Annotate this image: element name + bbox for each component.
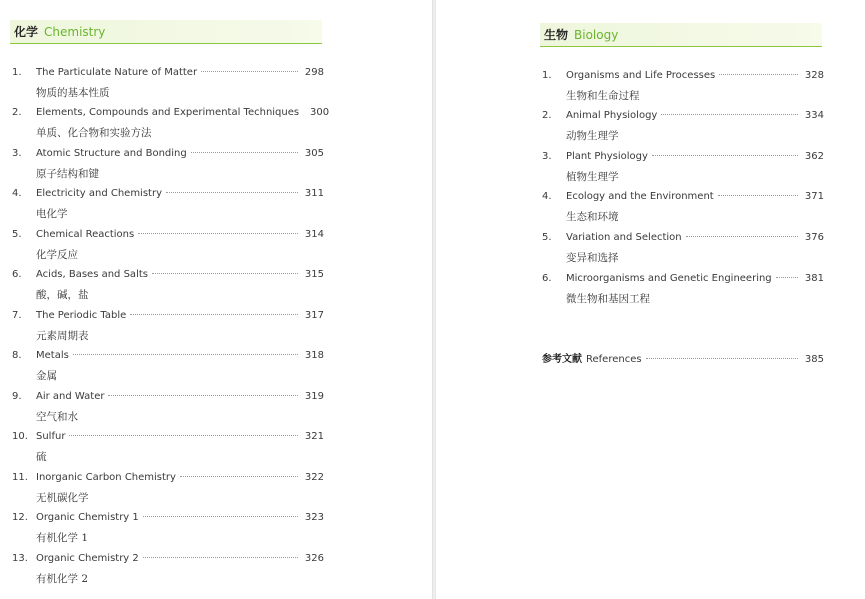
entry-number: 1. [12,67,22,78]
entry-title-zh: 有机化学 1 [36,532,89,544]
toc-entry[interactable] [12,349,324,389]
section-title-zh: 化学 [14,25,39,39]
entry-number: 6. [542,273,552,284]
dot-leader [719,74,798,75]
entry-number: 2. [12,107,22,118]
entry-page: 300 [310,107,330,118]
toc-entry[interactable] [12,187,324,227]
entry-number: 4. [12,188,22,199]
entry-title-zh: 动物生理学 [566,130,619,142]
entry-title-zh: 微生物和基因工程 [566,293,650,305]
entry-number: 4. [542,191,552,202]
entry-title-zh: 单质、化合物和实验方法 [36,127,152,139]
entry-title-zh: 电化学 [36,208,68,220]
toc-entry[interactable] [12,106,330,146]
references-entry[interactable] [542,353,824,367]
dot-leader [152,273,298,274]
entry-title: Organic Chemistry 2 [36,553,139,564]
entry-title-zh: 变异和选择 [566,252,619,264]
entry-title-zh: 酸，碱，盐 [36,289,89,301]
entry-title-zh: 生态和环境 [566,211,619,223]
dot-leader [143,557,298,558]
entry-title: Ecology and the Environment [566,191,714,202]
dot-leader [776,277,798,278]
entry-title: Variation and Selection [566,232,682,243]
entry-title: Metals [36,350,69,361]
entry-number: 3. [542,151,552,162]
entry-number: 3. [12,148,22,159]
entry-title-zh: 物质的基本性质 [36,87,110,99]
entry-number: 10. [12,431,28,442]
dot-leader [686,236,798,237]
toc-entry[interactable] [542,150,824,190]
toc-entry[interactable] [542,231,824,271]
dot-leader [652,155,798,156]
entry-title: Microorganisms and Genetic Engineering [566,273,772,284]
entry-page: 326 [304,553,324,564]
entry-page: 319 [304,391,324,402]
entry-number: 13. [12,553,28,564]
references-title-en: References [586,354,642,365]
toc-entry[interactable] [542,69,824,109]
entry-title: Organisms and Life Processes [566,70,716,81]
entry-page: 318 [304,350,324,361]
entry-number: 8. [12,350,22,361]
left-page [0,0,432,599]
entry-title-zh: 无机碳化学 [36,492,89,504]
toc-entry[interactable] [12,147,324,187]
entry-title: Animal Physiology [566,110,658,121]
toc-entry[interactable] [542,190,824,230]
dot-leader [191,152,298,153]
entry-title-zh: 金属 [36,370,57,382]
dot-leader [73,354,298,355]
dot-leader [646,358,798,359]
section-title-en: Chemistry [44,24,106,39]
entry-title-zh: 空气和水 [36,411,78,423]
entry-title: Chemical Reactions [36,229,135,240]
entry-number: 5. [12,229,22,240]
references-page: 385 [804,354,824,365]
entry-number: 1. [542,70,552,81]
entry-page: 376 [804,232,824,243]
toc-entry[interactable] [12,471,324,511]
toc-entry[interactable] [12,511,324,551]
entry-page: 317 [304,310,324,321]
entry-title: The Periodic Table [36,310,127,321]
section-title-zh: 生物 [544,28,569,42]
dot-leader [661,114,798,115]
references-title-zh: 参考文献 [542,354,582,365]
entry-page: 305 [304,148,324,159]
entry-page: 362 [804,151,824,162]
toc-entry[interactable] [12,228,324,268]
entry-number: 12. [12,512,28,523]
dot-leader [201,71,298,72]
dot-leader [718,195,798,196]
toc-entry[interactable] [12,552,324,592]
dot-leader [130,314,298,315]
dot-leader [138,233,298,234]
entry-page: 298 [304,67,324,78]
entry-title: The Particulate Nature of Matter [36,67,198,78]
toc-entry[interactable] [12,66,324,106]
toc-entry[interactable] [12,309,324,349]
entry-page: 321 [304,431,324,442]
entry-title: Electricity and Chemistry [36,188,162,199]
entry-page: 381 [804,273,824,284]
entry-title-zh: 有机化学 2 [36,573,89,585]
entry-number: 6. [12,269,22,280]
entry-page: 311 [304,188,324,199]
biology-section-header [540,23,822,47]
entry-page: 334 [804,110,824,121]
entry-title-zh: 化学反应 [36,249,78,261]
entry-title-zh: 植物生理学 [566,171,619,183]
entry-page: 314 [304,229,324,240]
dot-leader [180,476,298,477]
entry-title: Sulfur [36,431,66,442]
entry-title-zh: 生物和生命过程 [566,90,640,102]
entry-title-zh: 原子结构和键 [36,168,99,180]
toc-entry[interactable] [542,272,824,312]
dot-leader [108,395,298,396]
entry-title: Plant Physiology [566,151,648,162]
entry-title: Organic Chemistry 1 [36,512,139,523]
entry-title: Air and Water [36,391,105,402]
entry-number: 7. [12,310,22,321]
entry-page: 371 [804,191,824,202]
dot-leader [166,192,298,193]
entry-page: 322 [304,472,324,483]
entry-page: 328 [804,70,824,81]
toc-entry[interactable] [542,109,824,149]
dot-leader [143,516,298,517]
toc-entry[interactable] [12,430,324,470]
entry-title: Elements, Compounds and Experimental Techniques [36,107,300,118]
entry-page: 315 [304,269,324,280]
toc-entry[interactable] [12,268,324,308]
entry-title: Atomic Structure and Bonding [36,148,187,159]
entry-title-zh: 硫 [36,451,47,463]
entry-title: Acids, Bases and Salts [36,269,148,280]
toc-entry[interactable] [12,390,324,430]
right-page [436,0,865,599]
entry-number: 11. [12,472,28,483]
entry-title: Inorganic Carbon Chemistry [36,472,176,483]
dot-leader [69,435,298,436]
chemistry-section-header [10,20,322,44]
entry-number: 2. [542,110,552,121]
entry-page: 323 [304,512,324,523]
section-title-en: Biology [574,27,619,42]
entry-number: 9. [12,391,22,402]
entry-title-zh: 元素周期表 [36,330,89,342]
entry-number: 5. [542,232,552,243]
